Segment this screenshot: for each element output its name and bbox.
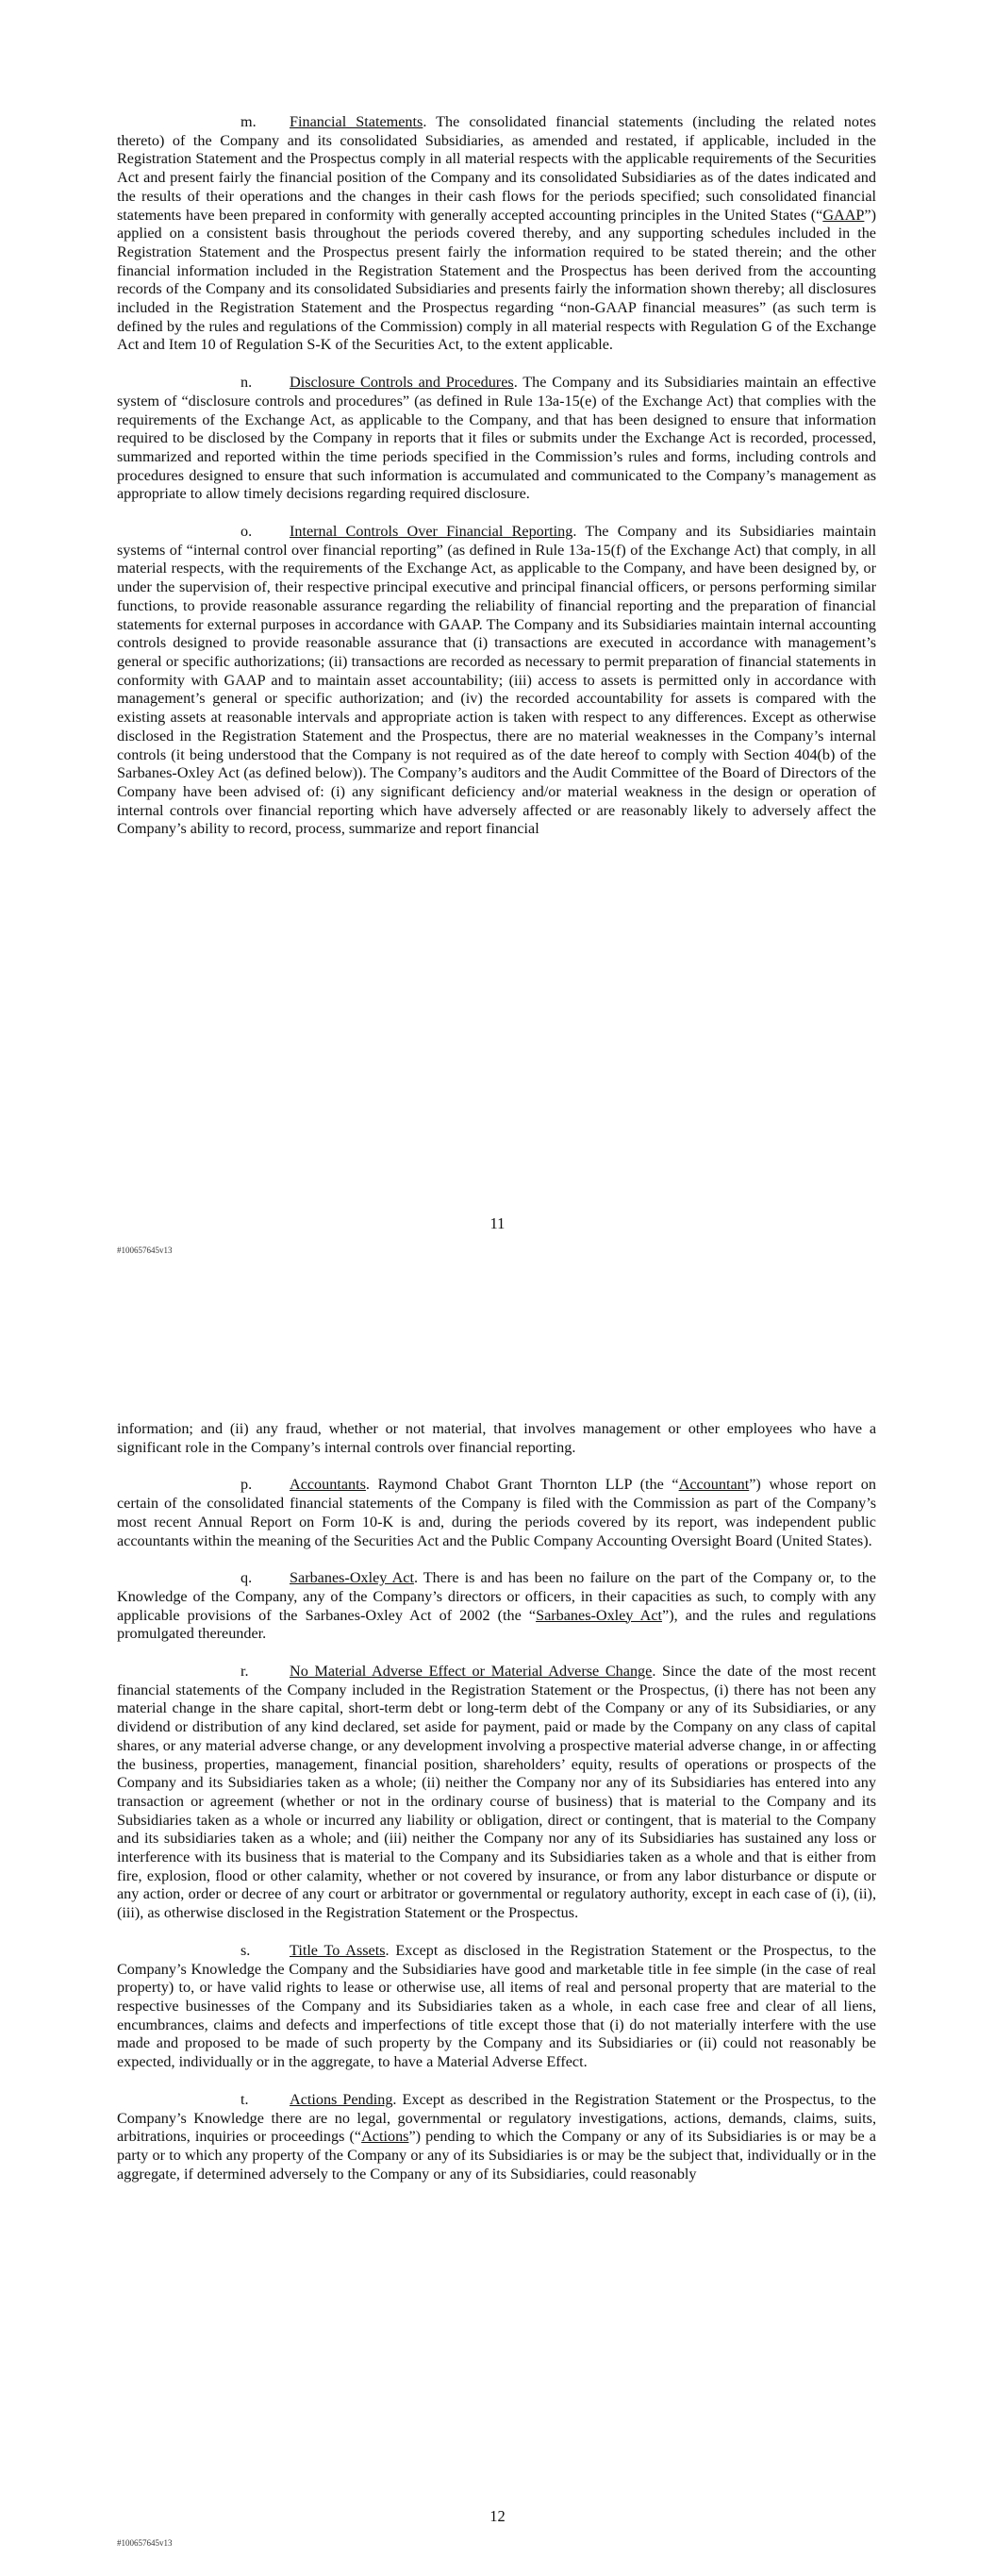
- section-heading: Internal Controls Over Financial Reporting: [290, 523, 573, 541]
- paragraph-text: . Except as described in the Registration Statement or the Prospectus, to the Company’s Knowledge there are no legal, governmental or regulatory investigations, actions, demands, claims, suits, arbitrations, inquiries or proceedings (“: [117, 2090, 876, 2146]
- defined-term: Sarbanes-Oxley Act: [536, 1606, 663, 1624]
- paragraph-q-sarbanes-oxley: [117, 1569, 876, 1644]
- section-label: m.: [240, 113, 257, 130]
- paragraph-text: . The Company and its Subsidiaries maintain systems of “internal control over financial reporting” (as defined in Rule 13a-15(f) of the Exchange Act) that comply, in all material respects, with the requirements of the Exchange Act, as applicable to the Company, and have been designed by, or under the supervision of, their respective principal executive and principal financial officers, or persons performing similar functions, to provide reasonable assurance regarding the reliability of financial reporting and the preparation of financial statements for external purposes in accordance with GAAP. The Company and its Subsidiaries maintain internal accounting controls designed to provide reasonable assurance that (i) transactions are executed in accordance with management’s general or specific authorizations; (ii) transactions are recorded as necessary to permit preparation of financial statements in conformity with GAAP and to maintain asset accountability; (iii) access to assets is permitted only in accordance with management’s general or specific authorization; and (iv) the recorded accountability for assets is compared with the existing assets at reasonable intervals and appropriate action is taken with respect to any differences. Except as otherwise disclosed in the Registration Statement and the Prospectus, there are no material weaknesses in the Company’s internal controls (it being understood that the Company is not required as of the date hereof to comply with Section 404(b) of the Sarbanes-Oxley Act (as defined below)). The Company’s auditors and the Audit Committee of the Board of Directors of the Company have been advised of: (i) any significant deficiency and/or material weakness in the design or operation of internal controls over financial reporting which have adversely affected or are reasonably likely to adversely affect the Company’s ability to record, process, summarize and report financial: [117, 523, 877, 838]
- defined-term: Actions: [361, 2128, 409, 2146]
- page-body: [117, 113, 876, 858]
- paragraph-text: ”) applied on a consistent basis throughout the periods covered thereby, and any supporting schedules included in the Registration Statement and the Prospectus present fairly the information required to be stated therein; and the other financial information included in the Registration Statement and the Prospectus has been derived from the accounting records of the Company and its consolidated Subsidiaries and presents fairly the information shown thereby; all disclosures included in the Registration Statement and the Prospectus regarding “non-GAAP financial measures” (as such term is defined by the rules and regulations of the Commission) comply in all material respects with Regulation G of the Exchange Act and Item 10 of Regulation S-K of the Securities Act, to the extent applicable.: [117, 206, 876, 354]
- section-heading: Title To Assets: [290, 1941, 386, 1959]
- section-label: o.: [240, 523, 253, 541]
- section-label: q.: [240, 1569, 253, 1587]
- paragraph-text: . Raymond Chabot Grant Thornton LLP (the “: [365, 1476, 679, 1494]
- document-page-12: [0, 1288, 995, 2576]
- page-number: 12: [489, 2507, 506, 2525]
- document-id: #100657645v13: [117, 1246, 173, 1255]
- defined-term: Accountant: [678, 1476, 750, 1494]
- page-body: [117, 1420, 876, 2202]
- section-heading: Actions Pending: [290, 2090, 393, 2108]
- paragraph-t-actions-pending: [117, 2091, 876, 2184]
- section-label: p.: [240, 1476, 253, 1494]
- paragraph-continuation: information; and (ii) any fraud, whether or not material, that involves management or other employees who have a significant role in the Company’s internal controls over financial reporting.: [117, 1420, 876, 1456]
- section-heading: Accountants: [290, 1476, 366, 1494]
- paragraph-text: ”), and the rules and regulations promulgated thereunder.: [117, 1606, 876, 1643]
- paragraph-n-disclosure-controls: [117, 374, 876, 504]
- section-label: s.: [240, 1941, 251, 1959]
- paragraph-text: . There is and has been no failure on the part of the Company or, to the Knowledge of the Company, any of the Company’s directors or officers, in their capacities as such, to comply with any applicable provisions of the Sarbanes-Oxley Act of 2002 (the “: [117, 1569, 876, 1624]
- section-heading: Sarbanes-Oxley Act: [290, 1569, 414, 1587]
- section-label: t.: [240, 2090, 249, 2108]
- section-label: n.: [240, 374, 253, 392]
- paragraph-text: . Since the date of the most recent financial statements of the Company included in the Registration Statement or the Prospectus, (i) there has not been any material change in the share capital, short-term debt or long-term debt of the Company or any of its Subsidiaries, or any dividend or distribution of any kind declared, set aside for payment, paid or made by the Company on any class of capital shares, or any material adverse change, or any development involving a prospective material adverse change, in or affecting the business, properties, management, financial position, shareholders’ equity, results of operations or prospects of the Company and its Subsidiaries taken as a whole; (ii) neither the Company nor any of its Subsidiaries has entered into any transaction or agreement (whether or not in the ordinary course of business) that is material to the Company and its Subsidiaries taken as a whole or incurred any liability or obligation, direct or contingent, that is material to the Company and its subsidiaries taken as a whole; and (iii) neither the Company nor any of its Subsidiaries has sustained any loss or interference with its business that is material to the Company and its Subsidiaries taken as a whole and that is either from fire, explosion, flood or other calamity, whether or not covered by insurance, or from any labor disturbance or dispute or any action, order or decree of any court or arbitrator or governmental or regulatory authority, except in each case of (i), (ii), (iii), as otherwise disclosed in the Registration Statement or the Prospectus.: [117, 1663, 876, 1922]
- paragraph-text: . Except as disclosed in the Registration Statement or the Prospectus, to the Company’s Knowledge the Company and the Subsidiaries have good and marketable title in fee simple (in the case of real property) to, or have valid rights to lease or otherwise use, all items of real and personal property that are material to the respective businesses of the Company and its Subsidiaries taken as a whole, in each case free and clear of all liens, encumbrances, claims and defects and imperfections of title except those that (i) do not materially interfere with the use made and proposed to be made of such property by the Company and its Subsidiaries or (ii) could not reasonably be expected, individually or in the aggregate, to have a Material Adverse Effect.: [117, 1941, 876, 2071]
- paragraph-s-title-to-assets: [117, 1942, 876, 2072]
- section-label: r.: [240, 1663, 249, 1681]
- paragraph-text: . The Company and its Subsidiaries maintain an effective system of “disclosure controls and procedures” (as defined in Rule 13a-15(e) of the Exchange Act) that complies with the requirements of the Exchange Act, as applicable to the Company, and that has been designed to ensure that information required to be disclosed by the Company in reports that it files or submits under the Exchange Act is recorded, processed, summarized and reported within the time periods specified in the Commission’s rules and forms, including controls and procedures designed to ensure that such information is accumulated and communicated to the Company’s management as appropriate to allow timely decisions regarding required disclosure.: [117, 374, 876, 503]
- paragraph-text: ”) whose report on certain of the consolidated financial statements of the Company is filed with the Commission as part of the Company’s most recent Annual Report on Form 10-K is and, during the periods covered by its report, was independent public accountants within the meaning of the Securities Act and the Public Company Accounting Oversight Board (United States).: [117, 1476, 876, 1549]
- defined-term: GAAP: [822, 206, 865, 224]
- paragraph-p-accountants: [117, 1476, 876, 1550]
- paragraph-m-financial-statements: [117, 113, 876, 355]
- paragraph-o-internal-controls: [117, 523, 876, 839]
- paragraph-text: . The consolidated financial statements (including the related notes thereto) of the Company and its consolidated Subsidiaries, as amended and restated, if applicable, included in the Registration Statement and the Prospectus comply in all material respects with the applicable requirements of the Securities Act and present fairly the financial position of the Company and its consolidated Subsidiaries as of the dates indicated and the results of their operations and the changes in their cash flows for the periods specified; such consolidated financial statements have been prepared in conformity with generally accepted accounting principles in the United States (“: [117, 113, 876, 224]
- paragraph-text: ”) pending to which the Company or any of its Subsidiaries is or may be a party or to which any property of the Company or any of its Subsidiaries is or may be the subject that, individually or in the aggregate, if determined adversely to the Company or any of its Subsidiaries, could reasonably: [117, 2128, 876, 2183]
- paragraph-r-no-material-adverse-effect: [117, 1663, 876, 1923]
- section-heading: No Material Adverse Effect or Material Adverse Change: [290, 1663, 653, 1681]
- page-number: 11: [489, 1214, 506, 1232]
- section-heading: Disclosure Controls and Procedures: [290, 374, 514, 392]
- section-heading: Financial Statements: [290, 113, 423, 130]
- document-id: #100657645v13: [117, 2538, 173, 2548]
